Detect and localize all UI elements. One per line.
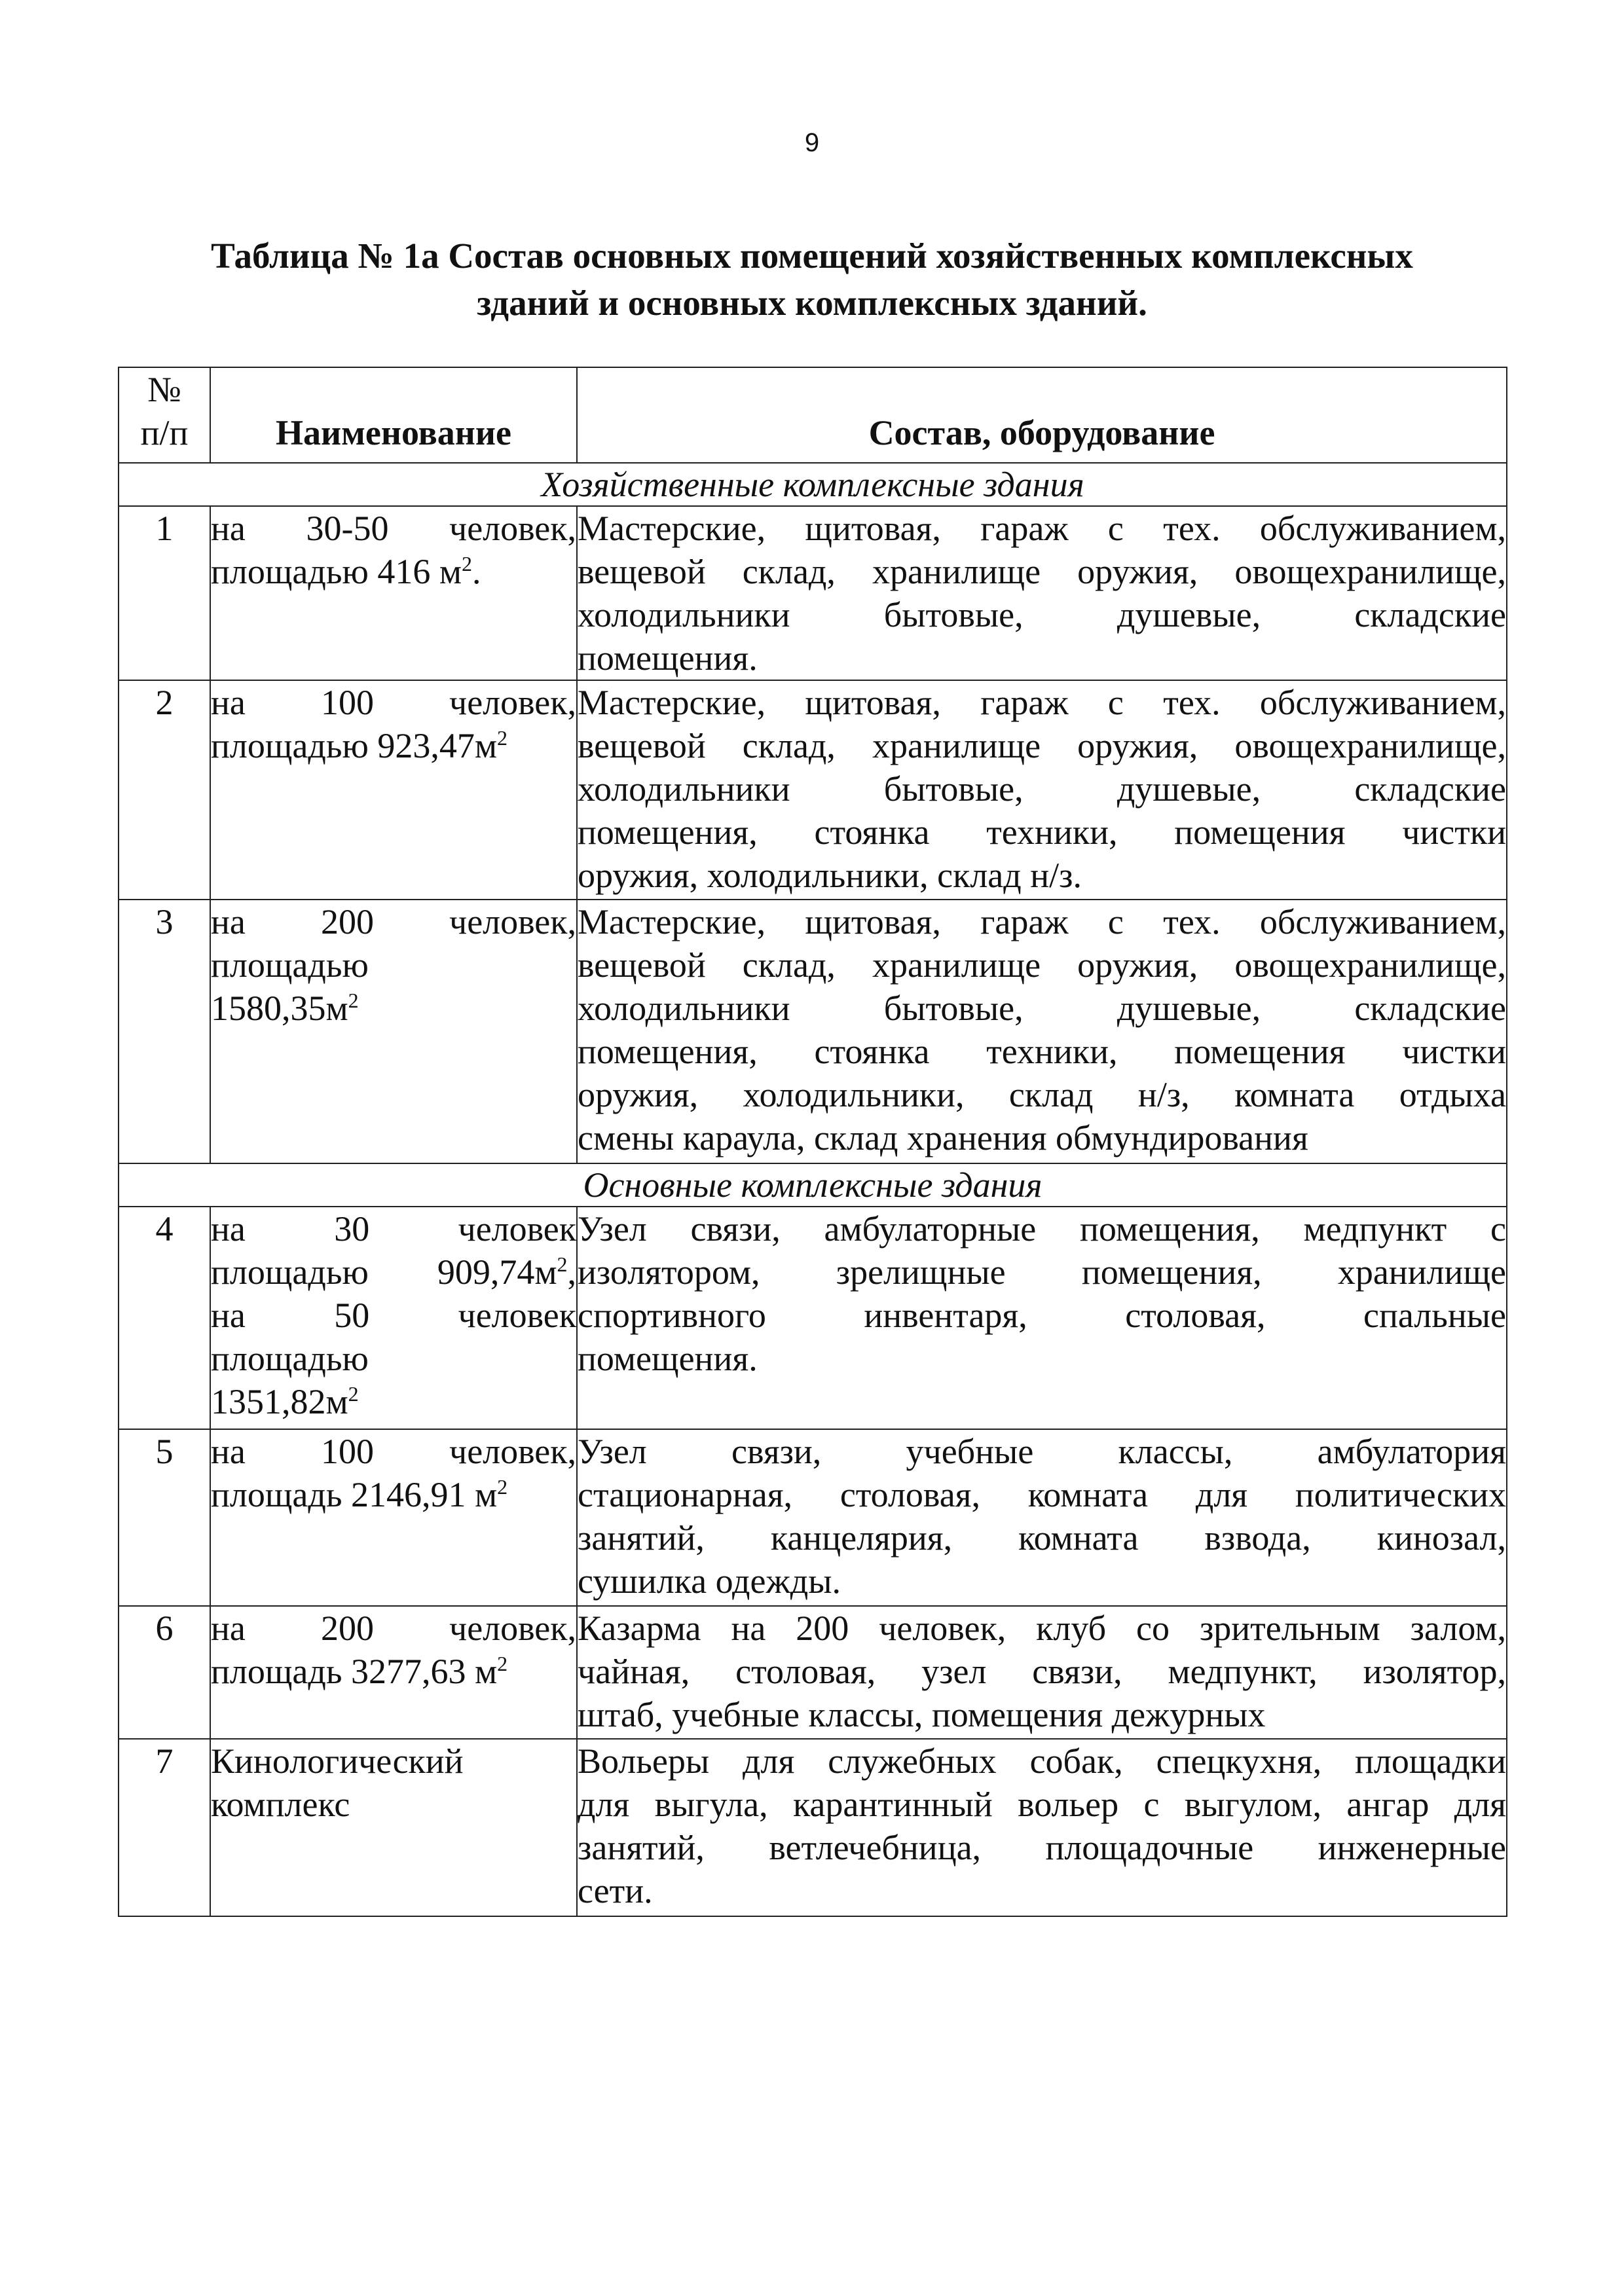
row-number: 2 bbox=[119, 680, 210, 900]
row-composition-line: Узел связи, амбулаторные помещения, медпункт с bbox=[578, 1209, 1506, 1248]
table-row bbox=[119, 506, 1507, 680]
squared-superscript: 2 bbox=[348, 989, 359, 1012]
row-composition bbox=[577, 1429, 1507, 1606]
row-name bbox=[210, 1207, 577, 1429]
row-composition-line: занятий, ветлечебница, площадочные инженерные bbox=[578, 1828, 1506, 1867]
row-composition-line: помещения, стоянка техники, помещения чистки bbox=[578, 812, 1506, 852]
row-number: 1 bbox=[119, 506, 210, 680]
row-composition-line: изолятором, зрелищные помещения, хранилище bbox=[578, 1252, 1506, 1292]
row-composition-line: Мастерские, щитовая, гараж с тех. обслуживанием, bbox=[578, 509, 1506, 548]
header-name: Наименование bbox=[210, 367, 577, 463]
row-composition-line: помещения. bbox=[578, 638, 758, 678]
row-composition-line: Вольеры для служебных собак, спецкухня, площадки bbox=[578, 1741, 1506, 1781]
row-composition-line: занятий, канцелярия, комната взвода, кинозал, bbox=[578, 1518, 1506, 1558]
table-row bbox=[119, 1606, 1507, 1739]
row-name bbox=[210, 506, 577, 680]
row-number: 4 bbox=[119, 1207, 210, 1429]
row-composition-line: для выгула, карантинный вольер с выгулом, ангар для bbox=[578, 1785, 1506, 1824]
row-name bbox=[210, 900, 577, 1163]
row-composition-line: вещевой склад, хранилище оружия, овощехранилище, bbox=[578, 726, 1506, 765]
row-number: 5 bbox=[119, 1429, 210, 1606]
row-name bbox=[210, 680, 577, 900]
row-composition-line: помещения, стоянка техники, помещения чистки bbox=[578, 1032, 1506, 1071]
squared-superscript: 2 bbox=[348, 1382, 359, 1406]
row-name-line: на 30 человек bbox=[211, 1209, 576, 1248]
squared-superscript: 2 bbox=[557, 1252, 568, 1276]
row-composition-line: оружия, холодильники, склад н/з. bbox=[578, 856, 1082, 895]
row-name-line: площадью bbox=[211, 1339, 369, 1378]
section-row bbox=[119, 463, 1507, 506]
row-name-line: на 200 человек, bbox=[211, 1609, 576, 1648]
row-composition bbox=[577, 1739, 1507, 1916]
row-composition bbox=[577, 1207, 1507, 1429]
row-composition-line: Узел связи, учебные классы, амбулатория bbox=[578, 1432, 1506, 1471]
table-row bbox=[119, 1739, 1507, 1916]
row-composition-line: штаб, учебные классы, помещения дежурных bbox=[578, 1695, 1266, 1734]
table-row bbox=[119, 900, 1507, 1163]
squared-superscript: 2 bbox=[497, 1475, 508, 1499]
row-composition-line: Казарма на 200 человек, клуб со зрительным залом, bbox=[578, 1609, 1506, 1648]
table-header-row bbox=[119, 367, 1507, 463]
row-number: 6 bbox=[119, 1606, 210, 1739]
header-composition: Состав, оборудование bbox=[577, 367, 1507, 463]
header-number-symbol: № bbox=[147, 370, 181, 409]
row-composition-line: оружия, холодильники, склад н/з, комната отдыха bbox=[578, 1075, 1506, 1114]
title-line-1: Таблица № 1а Состав основных помещений хозяйственных комплексных bbox=[211, 236, 1413, 276]
row-composition-line: сушилка одежды. bbox=[578, 1561, 841, 1601]
row-composition-line: помещения. bbox=[578, 1339, 758, 1378]
row-name-line: на 100 человек, bbox=[211, 1432, 576, 1471]
row-composition bbox=[577, 900, 1507, 1163]
row-name-line: площадь 2146,91 $м^2$ bbox=[211, 1475, 508, 1514]
table-row bbox=[119, 1207, 1507, 1429]
row-name-line: площадь 3277,63 $м^2$ bbox=[211, 1652, 508, 1691]
section-row bbox=[119, 1163, 1507, 1207]
row-composition-line: сети. bbox=[578, 1871, 653, 1910]
row-name-line: площадью 416 $м^2$. bbox=[211, 552, 481, 591]
table-row bbox=[119, 680, 1507, 900]
row-name-line: на 30-50 человек, bbox=[211, 509, 576, 548]
page-title bbox=[118, 232, 1506, 327]
row-composition-line: стационарная, столовая, комната для политических bbox=[578, 1475, 1506, 1514]
row-composition-line: холодильники бытовые, душевые, складские bbox=[578, 769, 1506, 809]
row-name-line: Кинологический bbox=[211, 1741, 464, 1781]
row-name-line: на 100 человек, bbox=[211, 683, 576, 722]
row-number: 7 bbox=[119, 1739, 210, 1916]
row-name-line: $1580,35м^2$ bbox=[211, 989, 359, 1028]
row-name-line: площадью bbox=[211, 945, 369, 985]
row-composition-line: холодильники бытовые, душевые, складские bbox=[578, 989, 1506, 1028]
squared-superscript: 2 bbox=[497, 726, 508, 750]
row-composition-line: Мастерские, щитовая, гараж с тех. обслуживанием, bbox=[578, 683, 1506, 722]
row-composition bbox=[577, 1606, 1507, 1739]
row-composition-line: холодильники бытовые, душевые, складские bbox=[578, 595, 1506, 634]
row-name-line: на 50 человек bbox=[211, 1296, 576, 1335]
title-line-2: зданий и основных комплексных зданий. bbox=[477, 283, 1147, 323]
row-composition-line: чайная, столовая, узел связи, медпункт, изолятор, bbox=[578, 1652, 1506, 1691]
row-composition bbox=[577, 680, 1507, 900]
row-name-line: площадью $923,47м^2$ bbox=[211, 726, 508, 765]
squared-superscript: 2 bbox=[497, 1652, 508, 1675]
header-number bbox=[119, 367, 210, 463]
row-name-line: $1351,82м^2$ bbox=[211, 1382, 359, 1421]
row-name-line: площадью $909,74м^2$, bbox=[211, 1252, 576, 1292]
row-composition bbox=[577, 506, 1507, 680]
row-name bbox=[210, 1606, 577, 1739]
table-row bbox=[119, 1429, 1507, 1606]
squared-superscript: 2 bbox=[462, 552, 473, 575]
row-name-line: на 200 человек, bbox=[211, 902, 576, 941]
page-number: 9 bbox=[804, 128, 820, 157]
row-number: 3 bbox=[119, 900, 210, 1163]
row-name bbox=[210, 1429, 577, 1606]
section-title-household: Хозяйственные комплексные здания bbox=[119, 463, 1507, 506]
header-number-pp: п/п bbox=[140, 413, 189, 452]
row-composition-line: спортивного инвентаря, столовая, спальные bbox=[578, 1296, 1506, 1335]
row-composition-line: Мастерские, щитовая, гараж с тех. обслуживанием, bbox=[578, 902, 1506, 941]
row-composition-line: смены караула, склад хранения обмундирования bbox=[578, 1118, 1308, 1157]
row-name-line: комплекс bbox=[211, 1785, 350, 1824]
rooms-table bbox=[118, 367, 1507, 1917]
section-title-main: Основные комплексные здания bbox=[119, 1163, 1507, 1207]
row-name bbox=[210, 1739, 577, 1916]
row-composition-line: вещевой склад, хранилище оружия, овощехранилище, bbox=[578, 552, 1506, 591]
row-composition-line: вещевой склад, хранилище оружия, овощехранилище, bbox=[578, 945, 1506, 985]
